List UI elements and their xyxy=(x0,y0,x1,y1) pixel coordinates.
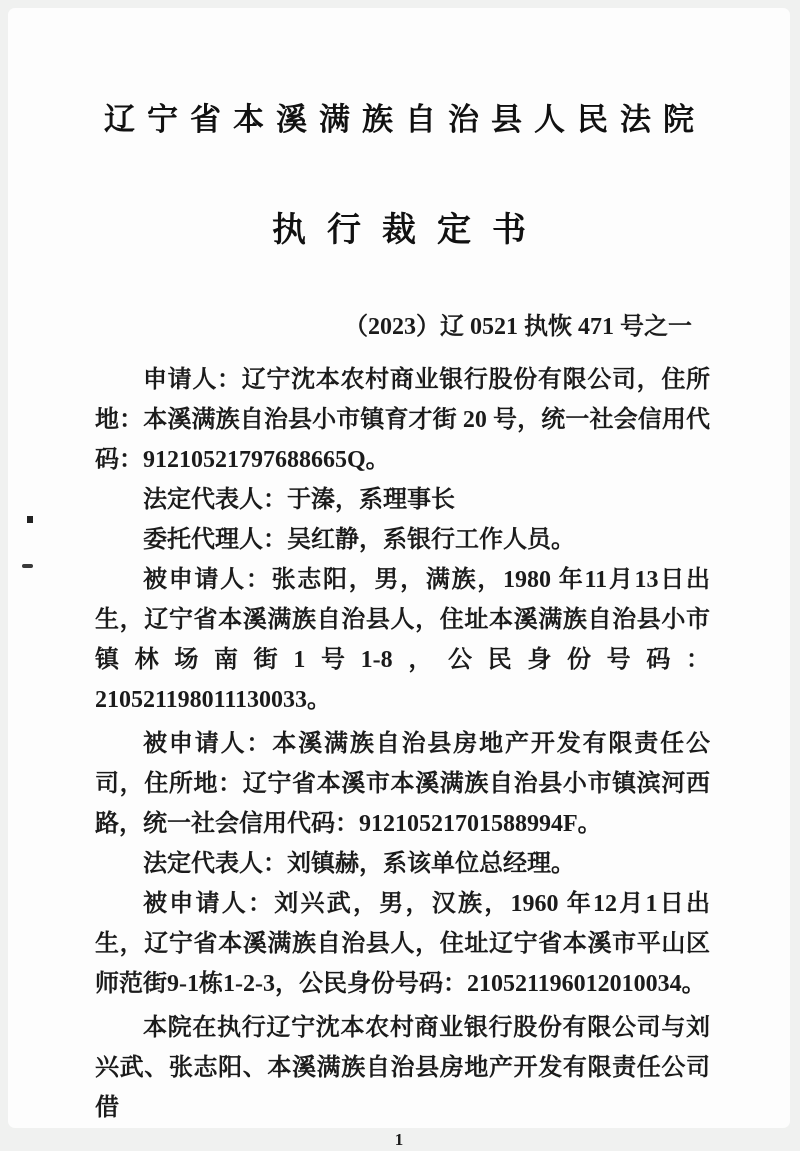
paragraph-legal-representative-respondent: 法定代表人：刘镇赫，系该单位总经理。 xyxy=(143,851,575,877)
document-page xyxy=(8,8,790,1149)
court-name: 辽宁省本溪满族自治县人民法院 xyxy=(104,102,706,137)
page-number: 1 xyxy=(394,1130,404,1149)
scan-artifact-dot xyxy=(27,516,33,523)
document-body xyxy=(95,360,710,1128)
paragraph-legal-representative-applicant: 法定代表人：于溱，系理事长 xyxy=(143,487,455,513)
case-number: （2023）辽 0521 执恢 471 号之一 xyxy=(344,314,692,340)
scan-artifact-dash xyxy=(22,564,33,568)
paragraph-entrusted-agent: 委托代理人：吴红静，系银行工作人员。 xyxy=(143,527,575,553)
paragraph-applicant: 申请人：辽宁沈本农村商业银行股份有限公司，住所地：本溪满族自治县小市镇育才街 20 号，统一社会信用代码：91210521797688665Q。 xyxy=(95,367,710,473)
paragraph-execution-intro: 本院在执行辽宁沈本农村商业银行股份有限公司与刘兴武、张志阳、本溪满族自治县房地产开发有限责任公司借 xyxy=(95,1015,710,1121)
paragraph-respondent-1: 被申请人：张志阳，男，满族，1980 年11月13日出生，辽宁省本溪满族自治县人，住址本溪满族自治县小市镇林场南街1号1-8，公民身份号码：210521198011130033。 xyxy=(95,567,710,713)
document-title: 执行裁定书 xyxy=(272,212,547,249)
paragraph-respondent-3: 被申请人：刘兴武，男，汉族，1960 年12月1日出生，辽宁省本溪满族自治县人，住址辽宁省本溪市平山区师范街9-1栋1-2-3，公民身份号码：210521196012010034。 xyxy=(95,891,710,997)
paragraph-respondent-2: 被申请人：本溪满族自治县房地产开发有限责任公司，住所地：辽宁省本溪市本溪满族自治县小市镇滨河西路，统一社会信用代码：91210521701588994F。 xyxy=(95,731,710,837)
